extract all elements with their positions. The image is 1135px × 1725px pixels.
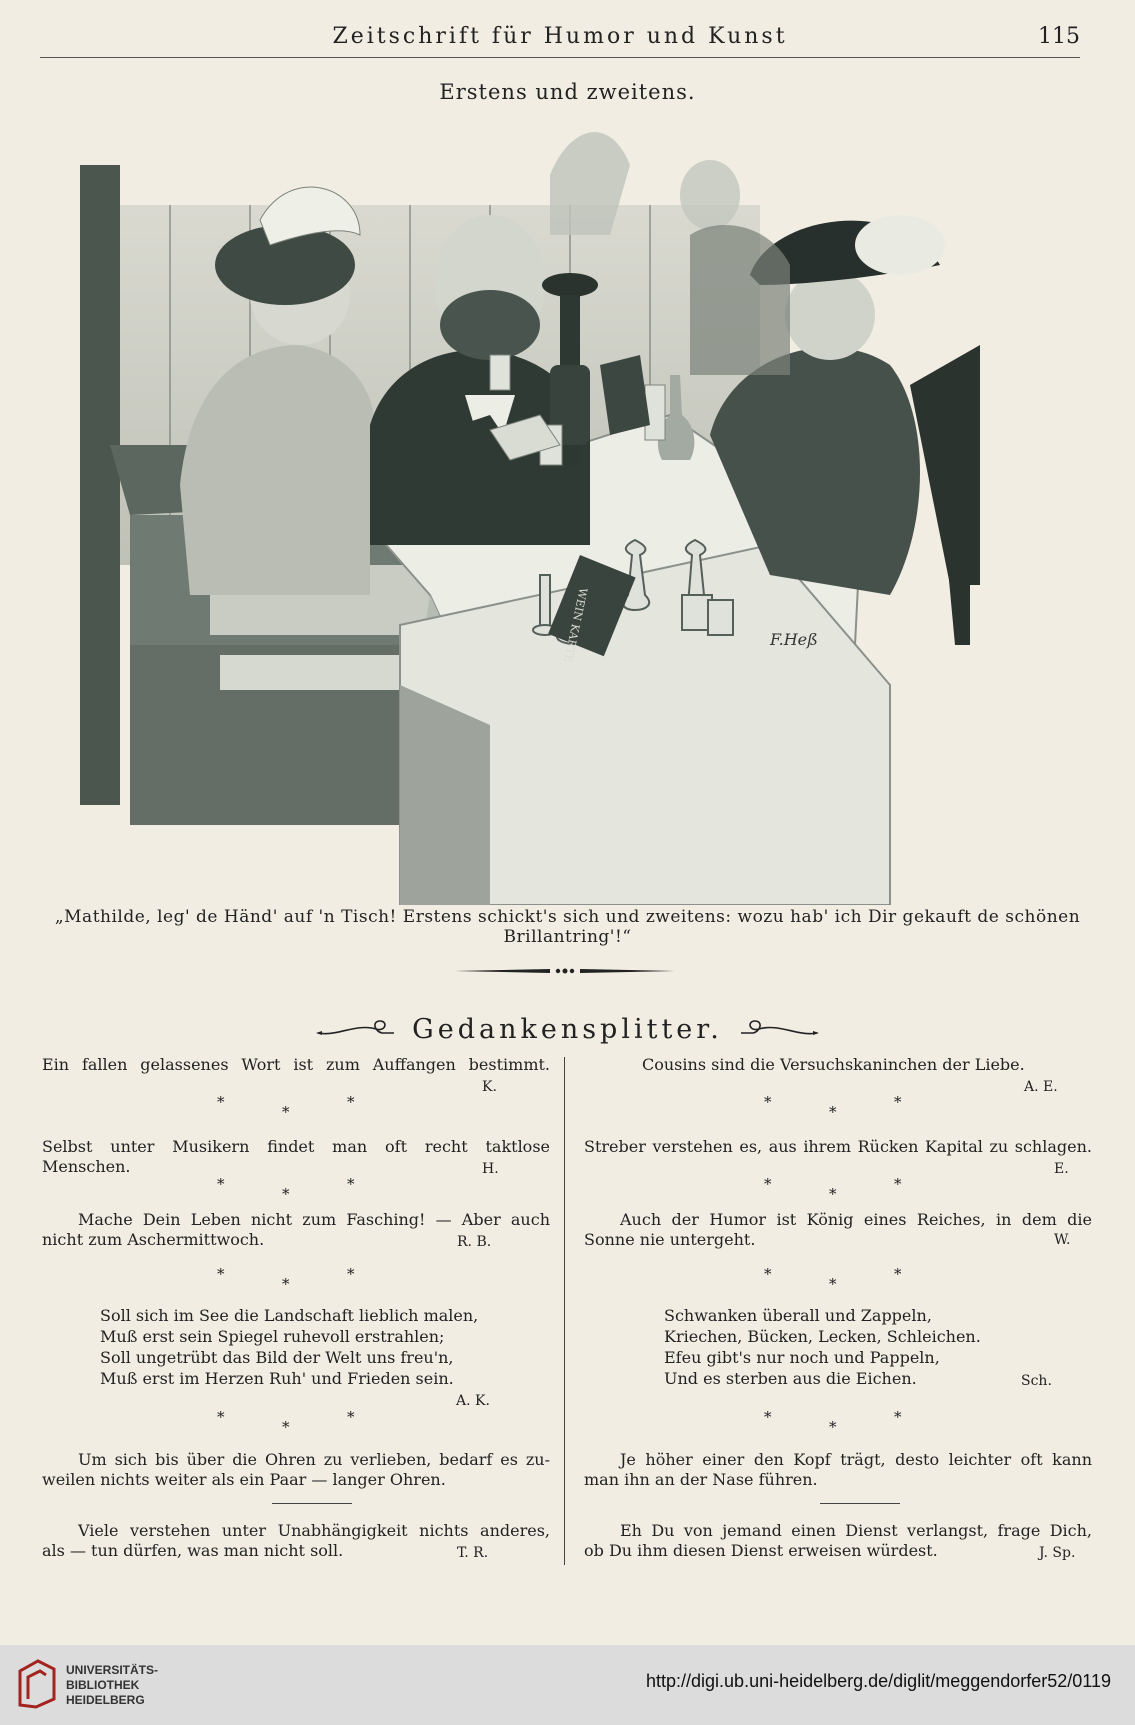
- aphorism-item: [584, 1137, 1092, 1177]
- poem: [100, 1305, 540, 1409]
- left-column: [42, 1055, 550, 1570]
- aphorism-text: Selbst unter Musikern findet man oft recht taktlose Menschen.: [42, 1137, 550, 1176]
- short-divider: [820, 1503, 900, 1504]
- aphorism-signature: Sch.: [1021, 1373, 1052, 1389]
- aphorism-signature: J. Sp.: [1039, 1545, 1076, 1561]
- menu-card-label: WEIN KARTE: [561, 586, 590, 664]
- flourish-right-icon: [739, 1017, 819, 1041]
- stars-separator: * * *: [217, 1265, 355, 1293]
- poem-line: Soll sich im See die Landschaft lieblich malen,: [100, 1306, 479, 1325]
- aphorism-text: Cousins sind die Versuchskaninchen der Liebe.: [642, 1055, 1025, 1074]
- running-title: Zeitschrift für Humor und Kunst: [332, 24, 788, 49]
- footer-bar: [0, 1645, 1135, 1725]
- artist-signature: F.Heß: [770, 630, 818, 649]
- poem-line: Efeu gibt's nur noch und Pappeln,: [664, 1348, 940, 1367]
- library-name-line: UNIVERSITÄTS-: [66, 1663, 159, 1677]
- page-number: 115: [1038, 24, 1080, 49]
- poem-line: Muß erst im Herzen Ruh' und Frieden sein.: [100, 1369, 454, 1388]
- poem-line: Kriechen, Bücken, Lecken, Schleichen.: [664, 1327, 981, 1346]
- running-header: [40, 18, 1080, 58]
- cartoon-caption: „Mathilde, leg' de Händ' auf 'n Tisch! Erstens schickt's sich und zweitens: wozu hab' ich Dir gekauft de schönen Brillantring'!“: [54, 907, 1081, 947]
- stars-separator: * * *: [217, 1408, 355, 1436]
- aphorism-text: Ein fallen gelassenes Wort ist zum Auffangen bestimmt.: [42, 1055, 550, 1074]
- aphorism-item: [42, 1137, 550, 1177]
- poem-line: Muß erst sein Spiegel ruhevoll erstrahlen;: [100, 1327, 445, 1346]
- ornament-divider: [455, 966, 675, 976]
- flourish-left-icon: [316, 1017, 396, 1041]
- aphorism-item: [584, 1055, 1092, 1095]
- aphorism-text-line: Sonne nie untergeht.: [584, 1230, 756, 1249]
- aphorism-text-line: Mache Dein Leben nicht zum Fasching! — Aber auch: [78, 1210, 550, 1229]
- cartoon-title: Erstens und zweitens.: [439, 80, 696, 104]
- aphorism-text-line: Je höher einer den Kopf trägt, desto leichter oft kann: [620, 1450, 1092, 1469]
- stars-separator: * * *: [764, 1408, 902, 1436]
- stars-separator: * * *: [764, 1175, 902, 1203]
- aphorism-item: [584, 1521, 1092, 1561]
- source-url[interactable]: http://digi.ub.uni-heidelberg.de/diglit/meggendorfer52/0119: [646, 1671, 1111, 1691]
- aphorism-columns: [42, 1055, 1092, 1570]
- aphorism-item: [584, 1210, 1092, 1250]
- aphorism-item: [42, 1521, 550, 1561]
- aphorism-item: [42, 1210, 550, 1250]
- aphorism-signature: R. B.: [457, 1234, 492, 1250]
- library-name-line: BIBLIOTHEK: [66, 1678, 140, 1692]
- library-name-line: HEIDELBERG: [66, 1693, 145, 1707]
- stars-separator: * * *: [764, 1093, 902, 1121]
- poem-line: Soll ungetrübt das Bild der Welt uns freu'n,: [100, 1348, 454, 1367]
- aphorism-signature: E.: [1054, 1161, 1069, 1177]
- library-name: [66, 1663, 158, 1708]
- aphorism-text-line: man ihn an der Nase führen.: [584, 1470, 818, 1489]
- aphorism-text-line: Um sich bis über die Ohren zu verlieben, bedarf es zu-: [78, 1450, 550, 1469]
- library-logo-icon: [16, 1659, 58, 1709]
- aphorism-signature: A. K.: [456, 1393, 490, 1409]
- aphorism-text-line: Eh Du von jemand einen Dienst verlangst, frage Dich,: [620, 1521, 1092, 1540]
- aphorism-text-line: Viele verstehen unter Unabhängigkeit nichts anderes,: [78, 1521, 550, 1540]
- poem-line: Und es sterben aus die Eichen.: [664, 1369, 917, 1388]
- poem: [664, 1305, 1084, 1389]
- aphorism-text-line: ob Du ihm diesen Dienst erweisen würdest.: [584, 1541, 938, 1560]
- aphorism-text-line: nicht zum Aschermittwoch.: [42, 1230, 265, 1249]
- aphorism-text: Streber verstehen es, aus ihrem Rücken Kapital zu schlagen.: [584, 1137, 1092, 1156]
- section-heading: Gedankensplitter.: [412, 1013, 723, 1045]
- stars-separator: * * *: [764, 1265, 902, 1293]
- aphorism-item: [584, 1450, 1092, 1490]
- aphorism-item: [42, 1450, 550, 1490]
- aphorism-item: [42, 1055, 550, 1095]
- aphorism-signature: H.: [482, 1161, 499, 1177]
- short-divider: [272, 1503, 352, 1504]
- aphorism-signature: A. E.: [1024, 1079, 1058, 1095]
- section-heading-block: [0, 1007, 1135, 1051]
- aphorism-text-line: Auch der Humor ist König eines Reiches, in dem die: [620, 1210, 1092, 1229]
- aphorism-signature: K.: [482, 1079, 497, 1095]
- stars-separator: * * *: [217, 1093, 355, 1121]
- aphorism-signature: T. R.: [457, 1545, 489, 1561]
- stars-separator: * * *: [217, 1175, 355, 1203]
- column-divider: [564, 1057, 565, 1565]
- aphorism-text-line: weilen nichts weiter als ein Paar — langer Ohren.: [42, 1470, 446, 1489]
- right-column: [584, 1055, 1092, 1570]
- cartoon-illustration: [70, 125, 1070, 905]
- aphorism-signature: W.: [1054, 1232, 1071, 1248]
- aphorism-text-line: als — tun dürfen, was man nicht soll.: [42, 1541, 344, 1560]
- poem-line: Schwanken überall und Zappeln,: [664, 1306, 932, 1325]
